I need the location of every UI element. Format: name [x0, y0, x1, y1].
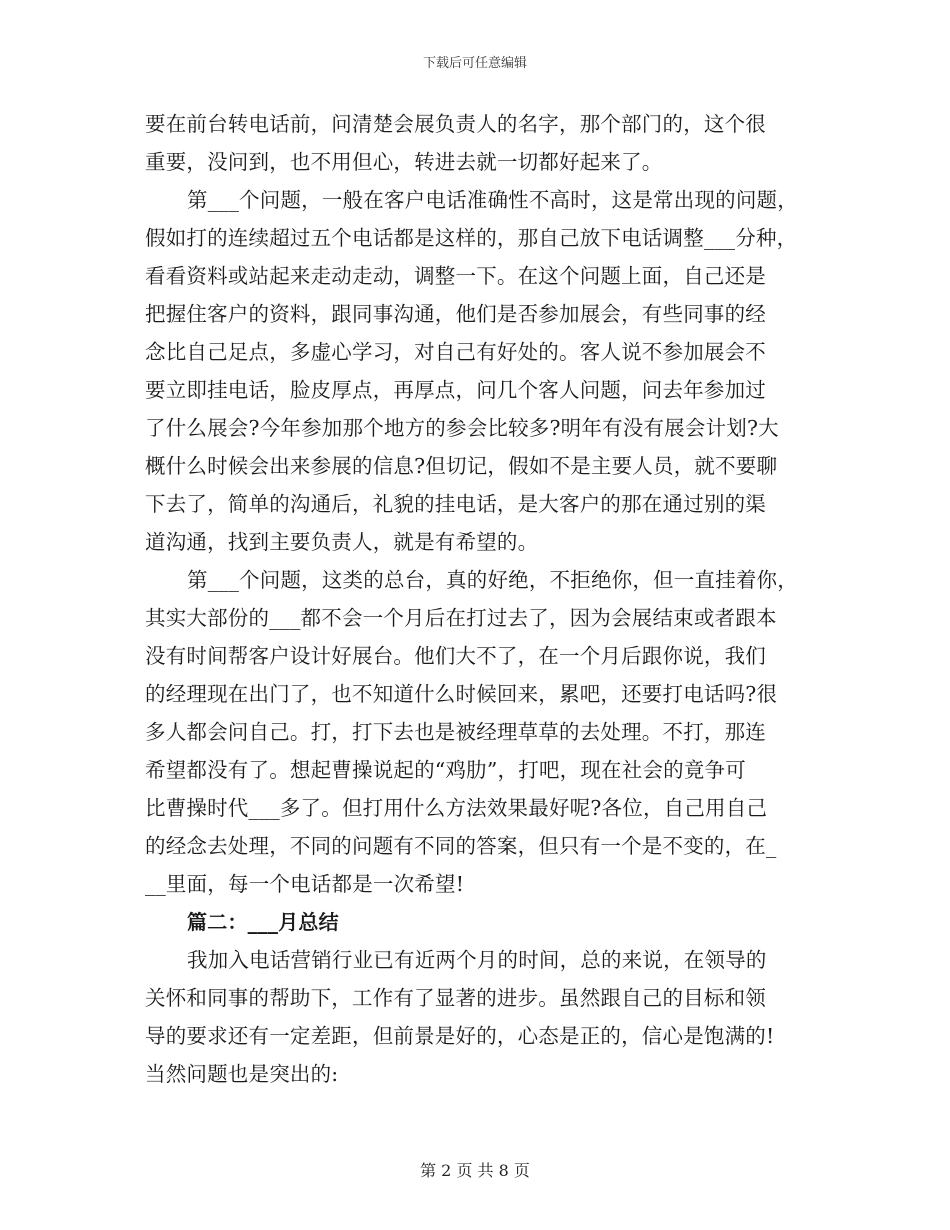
paragraph-start: 第___个问题，这类的总台，真的好绝，不拒绝你，但一直挂着你， [187, 568, 798, 592]
text-line: 导的要求还有一定差距，但前景是好的，心态是正的，信心是饱满的! [145, 1024, 775, 1048]
text-line: 多人都会问自己。打，打下去也是被经理草草的去处理。不打，那连 [145, 720, 766, 744]
text-line: 要立即挂电话，脸皮厚点，再厚点，问几个客人问题，问去年参加过 [145, 378, 766, 402]
text-line: 关怀和同事的帮助下，工作有了显著的进步。虽然跟自己的目标和领 [145, 986, 766, 1010]
text-line: 念比自己足点，多虚心学习，对自己有好处的。客人说不参加展会不 [145, 340, 766, 364]
text-line: 比曹操时代___多了。但打用什么方法效果最好呢?各位，自己用自己 [145, 796, 768, 820]
text-line: 的经理现在出门了，也不知道什么时候回来，累吧，还要打电话吗?很 [145, 682, 778, 706]
text-line: 当然问题也是突出的: [145, 1062, 339, 1086]
text-line: 了什么展会?今年参加那个地方的参会比较多?明年有没有展会计划?大 [145, 416, 779, 440]
text-line: 看看资料或站起来走动走动，调整一下。在这个问题上面，自己还是 [145, 264, 766, 288]
paragraph-start: 第___个问题，一般在客户电话准确性不高时，这是常出现的问题， [187, 188, 798, 212]
text-line: 重要，没问到，也不用但心，转进去就一切都好起来了。 [145, 150, 663, 174]
text-line: 假如打的连续超过五个电话都是这样的，那自己放下电话调整___分种， [145, 226, 798, 250]
page-footer: 第 2 页 共 8 页 [420, 1161, 530, 1180]
text-line: 道沟通，找到主要负责人，就是有希望的。 [145, 530, 539, 554]
text-line: 把握住客户的资料，跟同事沟通，他们是否参加展会，有些同事的经 [145, 302, 766, 326]
text-line: 没有时间帮客户设计好展台。他们大不了，在一个月后跟你说，我们 [145, 644, 766, 668]
text-line: 其实大部份的___都不会一个月后在打过去了，因为会展结束或者跟本 [145, 606, 777, 630]
text-line: 的经念去处理，不同的问题有不同的答案，但只有一个是不变的，在_ [145, 834, 777, 858]
text-line: 要在前台转电话前，问清楚会展负责人的名字，那个部门的，这个很 [145, 112, 766, 136]
page-header: 下载后可任意编辑 [422, 56, 527, 71]
paragraph-start: 我加入电话营销行业已有近两个月的时间，总的来说，在领导的 [187, 948, 767, 972]
section-heading: 篇二：___月总结 [187, 910, 339, 934]
text-line: __里面，每一个电话都是一次希望! [145, 872, 465, 896]
document-body [145, 105, 810, 1093]
text-line: 希望都没有了。想起曹操说起的“鸡肋”，打吧，现在社会的竟争可 [145, 758, 746, 782]
text-line: 概什么时候会出来参展的信息?但切记，假如不是主要人员，就不要聊 [145, 454, 778, 478]
text-line: 下去了，简单的沟通后，礼貌的挂电话，是大客户的那在通过别的渠 [145, 492, 766, 516]
